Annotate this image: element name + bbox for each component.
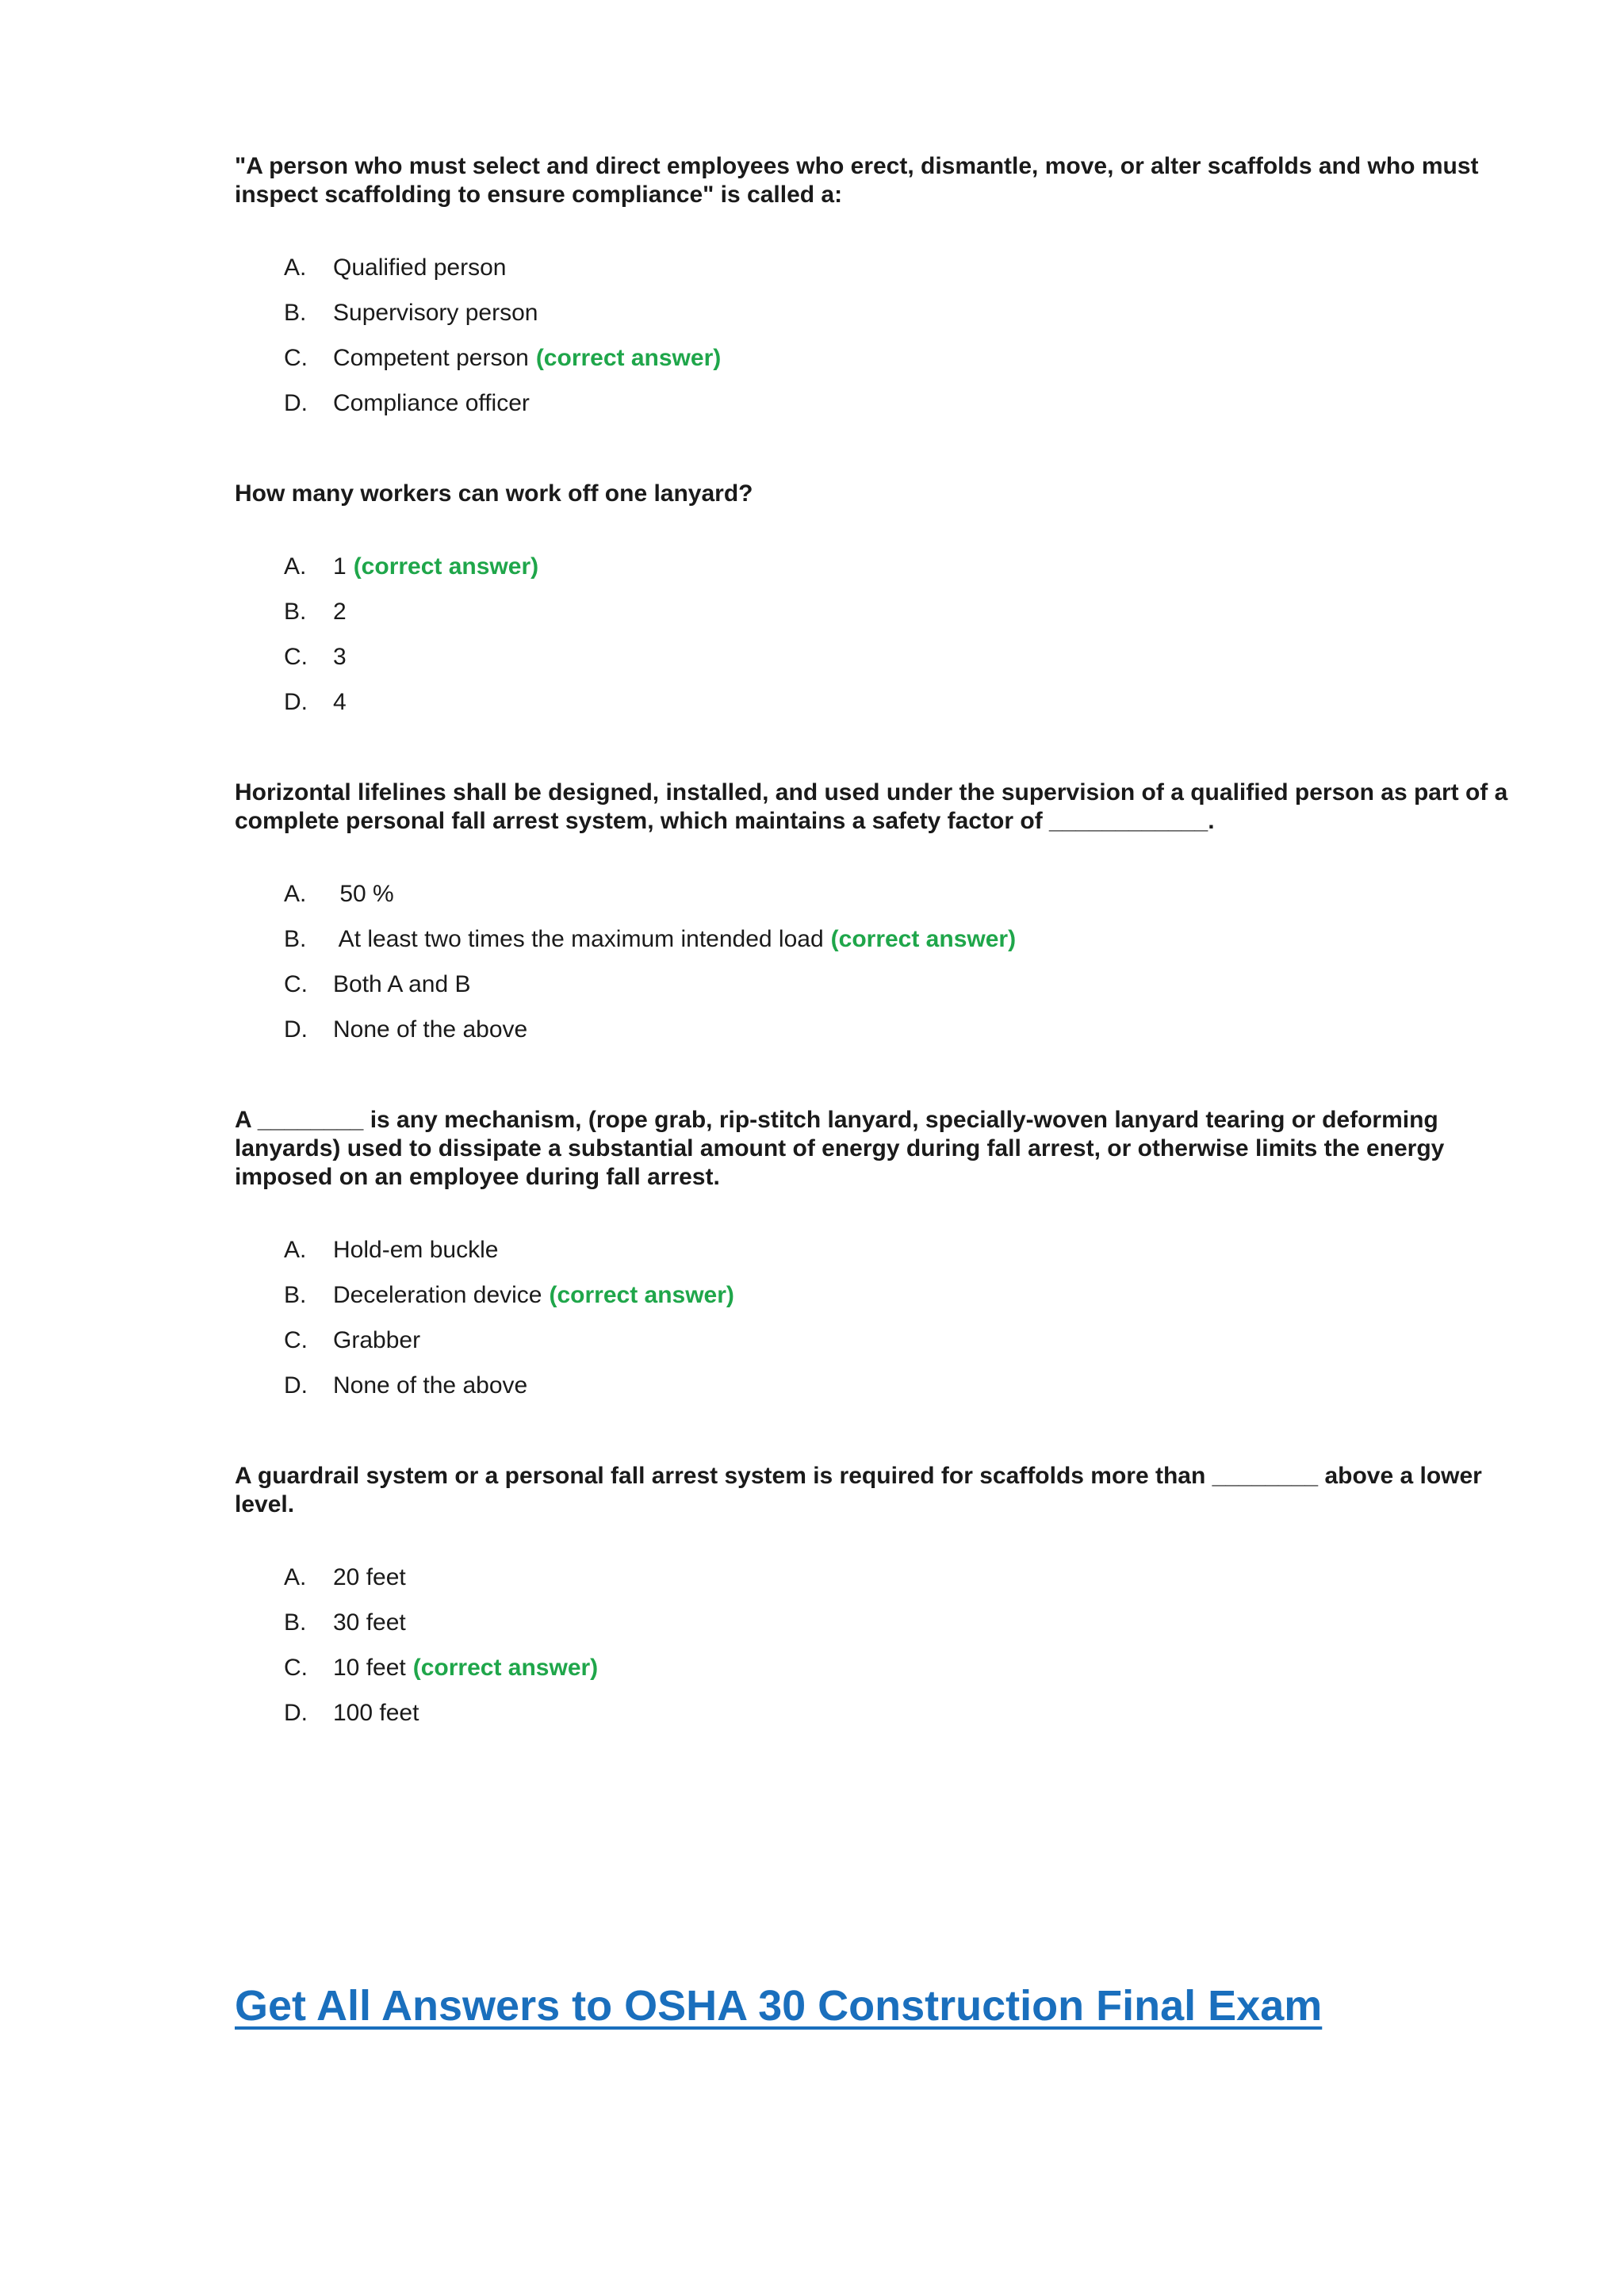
option-c	[235, 1654, 1519, 1682]
option-letter: C.	[284, 345, 308, 371]
correct-answer-note: (correct answer)	[412, 1655, 599, 1681]
option-letter: B.	[284, 1609, 307, 1636]
correct-answer-note: (correct answer)	[535, 345, 722, 371]
option-letter: C.	[284, 1655, 308, 1681]
option-letter: D.	[284, 689, 308, 715]
question-1	[235, 152, 1519, 418]
option-letter: B.	[284, 1282, 307, 1308]
question-text: A guardrail system or a personal fall arrest system is required for scaffolds more than ________ above a lower level.	[235, 1463, 1482, 1517]
answer-options	[235, 880, 1519, 1044]
option-text: 3	[333, 644, 347, 670]
option-text: 10 feet	[333, 1655, 406, 1681]
answer-options	[235, 553, 1519, 717]
option-text: None of the above	[333, 1016, 528, 1043]
get-all-answers-link[interactable]: Get All Answers to OSHA 30 Construction Final Exam	[235, 1982, 1323, 2030]
option-text: Competent person	[333, 345, 529, 371]
correct-answer-note: (correct answer)	[353, 553, 539, 580]
option-text: Qualified person	[333, 254, 507, 281]
option-text: 20 feet	[333, 1564, 406, 1590]
option-text: 100 feet	[333, 1700, 419, 1726]
question-4	[235, 1106, 1519, 1400]
option-text: At least two times the maximum intended load	[333, 926, 824, 952]
option-b	[235, 299, 1519, 327]
option-d	[235, 1699, 1519, 1728]
option-text: None of the above	[333, 1372, 528, 1399]
answer-options	[235, 1236, 1519, 1400]
option-a	[235, 1563, 1519, 1592]
option-d	[235, 1372, 1519, 1400]
option-letter: D.	[284, 390, 308, 416]
option-a	[235, 254, 1519, 282]
option-text: Hold-em buckle	[333, 1237, 499, 1263]
option-c	[235, 643, 1519, 672]
option-b	[235, 1609, 1519, 1637]
option-letter: D.	[284, 1700, 308, 1726]
option-a	[235, 880, 1519, 909]
option-d	[235, 1016, 1519, 1044]
option-letter: B.	[284, 926, 307, 952]
question-text: "A person who must select and direct employees who erect, dismantle, move, or alter scaffolds and who must inspect scaffolding to ensure compliance" is called a:	[235, 153, 1479, 208]
question-2	[235, 480, 1519, 717]
option-letter: A.	[284, 254, 307, 281]
option-letter: B.	[284, 599, 307, 625]
question-text: How many workers can work off one lanyard?	[235, 480, 753, 507]
option-letter: C.	[284, 971, 308, 997]
question-3	[235, 779, 1519, 1044]
correct-answer-note: (correct answer)	[830, 926, 1017, 952]
option-d	[235, 688, 1519, 717]
option-letter: A.	[284, 1237, 307, 1263]
option-text: 30 feet	[333, 1609, 406, 1636]
option-letter: D.	[284, 1372, 308, 1399]
option-letter: D.	[284, 1016, 308, 1043]
option-c	[235, 344, 1519, 373]
quiz-content	[235, 152, 1519, 1744]
option-d	[235, 389, 1519, 418]
question-text: A ________ is any mechanism, (rope grab, rip-stitch lanyard, specially-woven lanyard tearing or deforming lanyards) used to dissipate a substantial amount of energy during fall arrest, or otherwise limits the energy imposed on an employee during fall arrest.	[235, 1107, 1445, 1190]
option-b	[235, 1281, 1519, 1310]
option-letter: A.	[284, 553, 307, 580]
answer-options	[235, 254, 1519, 418]
option-b	[235, 925, 1519, 954]
option-text: 50 %	[333, 881, 394, 907]
option-b	[235, 598, 1519, 626]
option-text: Deceleration device	[333, 1282, 542, 1308]
option-letter: C.	[284, 644, 308, 670]
option-c	[235, 970, 1519, 999]
question-text: Horizontal lifelines shall be designed, installed, and used under the supervision of a qualified person as part of a complete personal fall arrest system, which maintains a safety factor of ____________.	[235, 779, 1508, 834]
option-text: Compliance officer	[333, 390, 530, 416]
option-letter: B.	[284, 300, 307, 326]
option-letter: C.	[284, 1327, 308, 1353]
question-5	[235, 1462, 1519, 1728]
option-text: 2	[333, 599, 347, 625]
option-letter: A.	[284, 1564, 307, 1590]
option-a	[235, 1236, 1519, 1265]
correct-answer-note: (correct answer)	[549, 1282, 734, 1308]
option-text: 1	[333, 553, 347, 580]
option-c	[235, 1326, 1519, 1355]
option-letter: A.	[284, 881, 307, 907]
option-text: Grabber	[333, 1327, 421, 1353]
option-text: Both A and B	[333, 971, 471, 997]
answer-options	[235, 1563, 1519, 1728]
option-text: Supervisory person	[333, 300, 538, 326]
option-a	[235, 553, 1519, 581]
option-text: 4	[333, 689, 347, 715]
